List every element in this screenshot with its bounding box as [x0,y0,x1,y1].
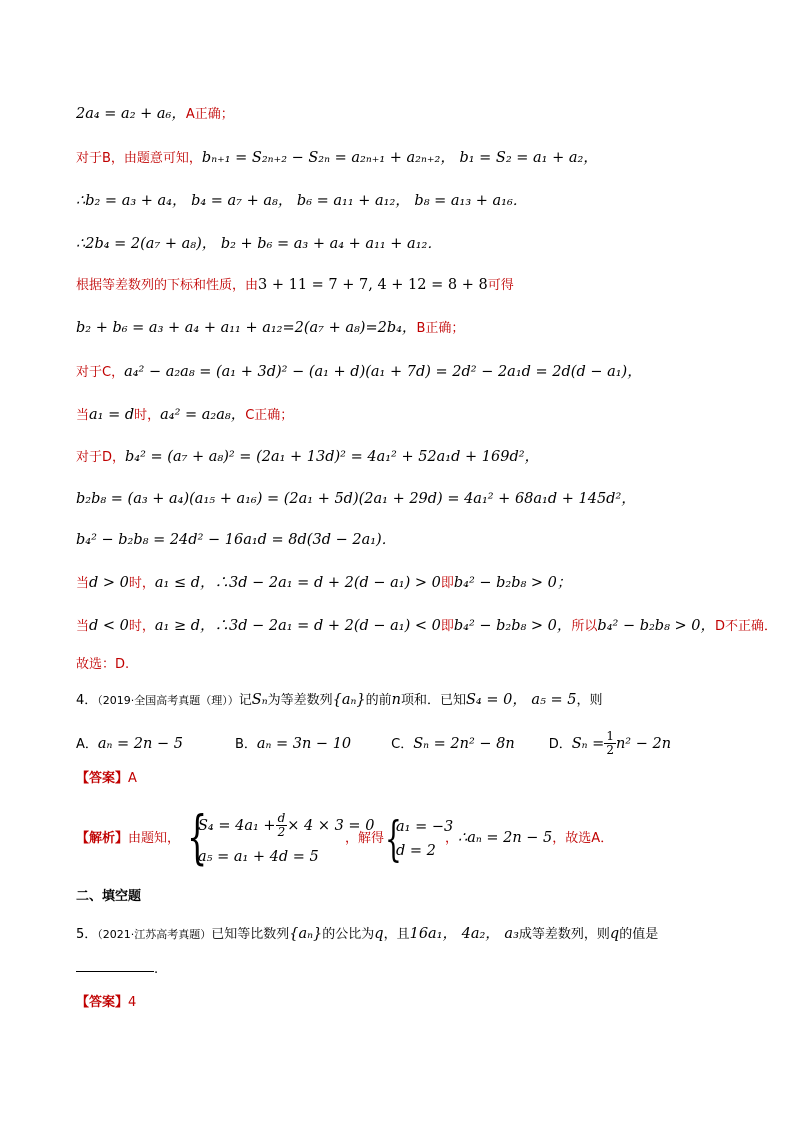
analysis-text: 由题知， [128,831,181,846]
stem-text: 已知等比数列 [211,927,290,942]
solution-line-4 [76,234,442,254]
left-brace: { [385,811,402,867]
answer-value: A [128,771,137,786]
prose-text: 根据等差数列的下标和性质，由 [76,278,259,293]
answer-tag: 【答案】 [76,771,129,786]
question-4-options [76,730,671,757]
fraction [604,730,616,757]
stem-text: ，且 [383,927,410,942]
conclusion-text: A正确； [185,107,234,122]
section-heading [76,886,141,907]
stem-text: 的公比为 [322,927,375,942]
solution-line-3 [76,191,527,211]
prose-text: 所以 [571,619,598,634]
question-4-answer [76,768,137,789]
stem-text: 成等差数列，则 [518,927,610,942]
final-choice: 故选：D. [76,657,130,672]
left-brace: { [187,803,208,871]
solution-line-10 [76,489,636,509]
prose-text: 当 [76,408,90,423]
option-d-math: Sₙ = [571,735,605,752]
stem-text: 记 [238,693,252,708]
question-source: （2019·全国高考真题（理）） [97,694,239,707]
solution-line-1 [76,104,234,125]
solution-line-6 [76,318,464,339]
prose-text: 时， [128,576,155,591]
answer-value: 4 [128,995,137,1010]
math-expr: ∴b₂ = a₃ + a₄， b₄ = a₇ + a₈， b₆ = a₁₁ + a₁₂， b₈ = a₁₃ + a₁₆． [76,193,528,209]
math-expr: 3 + 11 = 7 + 7, 4 + 12 = 8 + 8 [258,277,488,293]
question-5-stem [76,924,658,945]
stem-text: 为等差数列 [267,693,333,708]
answer-tag: 【答案】 [76,995,129,1010]
prose-text: 对于B，由题意可知， [76,151,202,166]
math-expr: b₂ + b₆ = a₃ + a₄ + a₁₁ + a₁₂=2(a₇ + a₈)=2b₄， [76,320,417,336]
math-expr: 2a₄ = a₂ + a₆， [76,106,186,122]
math-expr: a₁ = −3 [396,819,454,835]
prose-text: 即 [440,619,454,634]
question-5-answer [76,992,136,1013]
analysis-text: ， [445,831,459,846]
math-expr: bₙ₊₁ = S₂ₙ₊₂ − S₂ₙ = a₂ₙ₊₁ + a₂ₙ₊₂， b₁ = S₂ = a₁ + a₂， [201,150,598,166]
math-expr: a₄² = a₂a₈， [160,407,246,423]
analysis-solve-text [345,828,384,849]
fraction-numerator: d [277,811,286,825]
math-expr: ∴aₙ = 2n − 5 [458,830,553,846]
question-4-analysis-lead [76,828,180,849]
question-number: 5． [76,927,98,942]
stem-text: ，则 [576,693,603,708]
math-expr: b₄² − b₂b₈ > 0； [453,575,572,591]
math-expr: b₄² − b₂b₈ > 0， [453,618,572,634]
question-source: （2021·江苏高考真题） [97,928,212,941]
math-expr: q [374,926,384,942]
period: . [154,962,159,977]
solution-line-2 [76,148,598,169]
fraction-denominator: 2 [606,743,614,757]
math-expr: d < 0 [89,618,129,634]
solution-line-12 [76,573,571,594]
math-expr: S₄ = 4a₁ + [198,818,276,834]
solution-line-14 [76,654,129,675]
solution-line-13 [76,616,777,637]
option-d-math: n² − 2n [615,735,672,752]
stem-text: 项和．已知 [400,693,466,708]
option-d[interactable] [548,729,672,757]
math-expr: {aₙ} [332,692,366,708]
prose-text: 对于D， [76,450,126,465]
math-expr: b₄² − b₂b₈ > 0， [597,618,715,634]
option-a-math: aₙ = 2n − 5 [97,735,183,752]
option-c[interactable] [391,736,515,752]
math-expr: 16a₁， 4a₂， a₃ [409,926,519,942]
math-expr: d = 2 [396,843,436,859]
math-expr: b₄² − b₂b₈ = 24d² − 16a₁d = 8d(3d − 2a₁)． [76,532,397,548]
math-expr: {aₙ} [289,926,323,942]
option-c-math: Sₙ = 2n² − 8n [413,735,515,752]
solution-line-11 [76,530,396,550]
solution-line-9 [76,447,539,468]
math-expr: d > 0 [89,575,129,591]
option-a[interactable] [76,736,183,752]
prose-text: 即 [440,576,454,591]
math-expr: a₅ = a₁ + 4d = 5 [198,849,319,865]
math-expr: Sₙ [251,692,268,708]
math-expr: q [609,926,620,942]
math-expr: b₄² = (a₇ + a₈)² = (2a₁ + 13d)² = 4a₁² + 52a₁d + 169d²， [125,449,540,465]
math-expr: × 4 × 3 = 0 [287,818,375,834]
option-b-math: aₙ = 3n − 10 [256,735,352,752]
option-b[interactable] [235,736,351,752]
prose-text: 当 [76,619,90,634]
math-expr: a₄² − a₂a₈ = (a₁ + 3d)² − (a₁ + d)(a₁ + 7d) = 2d² − 2a₁d = 2d(d − a₁)， [124,364,642,380]
math-expr: b₂b₈ = (a₃ + a₄)(a₁₅ + a₁₆) = (2a₁ + 5d)(2a₁ + 29d) = 4a₁² + 68a₁d + 145d²， [76,491,636,507]
fraction-numerator: 1 [606,729,614,743]
analysis-text: ，解得 [345,831,385,846]
conclusion-text: D不正确． [714,619,777,634]
question-4-stem [76,690,603,711]
solution-line-8 [76,405,293,426]
stem-text: 的前 [365,693,392,708]
option-c-label: C． [391,736,414,752]
analysis-conclusion [445,828,613,849]
section-title: 二、填空题 [76,889,142,904]
stem-text: 的值是 [619,927,659,942]
fraction [276,812,288,839]
solution-line-7 [76,362,642,383]
option-d-label: D． [548,736,572,752]
math-expr: a₁ = d [89,407,135,423]
analysis-text: ，故选A． [552,831,614,846]
option-a-label: A． [76,736,98,752]
prose-text: 当 [76,576,90,591]
blank-end [154,959,158,980]
prose-text: 时， [128,619,155,634]
fraction-denominator: 2 [277,825,286,839]
prose-text: 可得 [487,278,514,293]
conclusion-text: B正确； [416,321,465,336]
question-number: 4． [76,693,98,708]
fill-in-blank[interactable] [76,971,154,972]
math-expr: a₁ ≥ d，∴3d − 2a₁ = d + 2(d − a₁) < 0 [154,618,441,634]
option-b-label: B． [234,736,257,752]
math-expr: ∴2b₄ = 2(a₇ + a₈)， b₂ + b₆ = a₃ + a₄ + a₁₁ + a₁₂． [76,236,442,252]
math-expr: n [391,692,401,708]
math-expr: a₁ ≤ d，∴3d − 2a₁ = d + 2(d − a₁) > 0 [154,575,441,591]
prose-text: 时， [134,408,161,423]
analysis-tag: 【解析】 [76,831,129,846]
solution-line-5 [76,275,514,296]
prose-text: 对于C， [76,365,125,380]
conclusion-text: C正确； [245,408,294,423]
math-expr: S₄ = 0， a₅ = 5 [465,692,577,708]
